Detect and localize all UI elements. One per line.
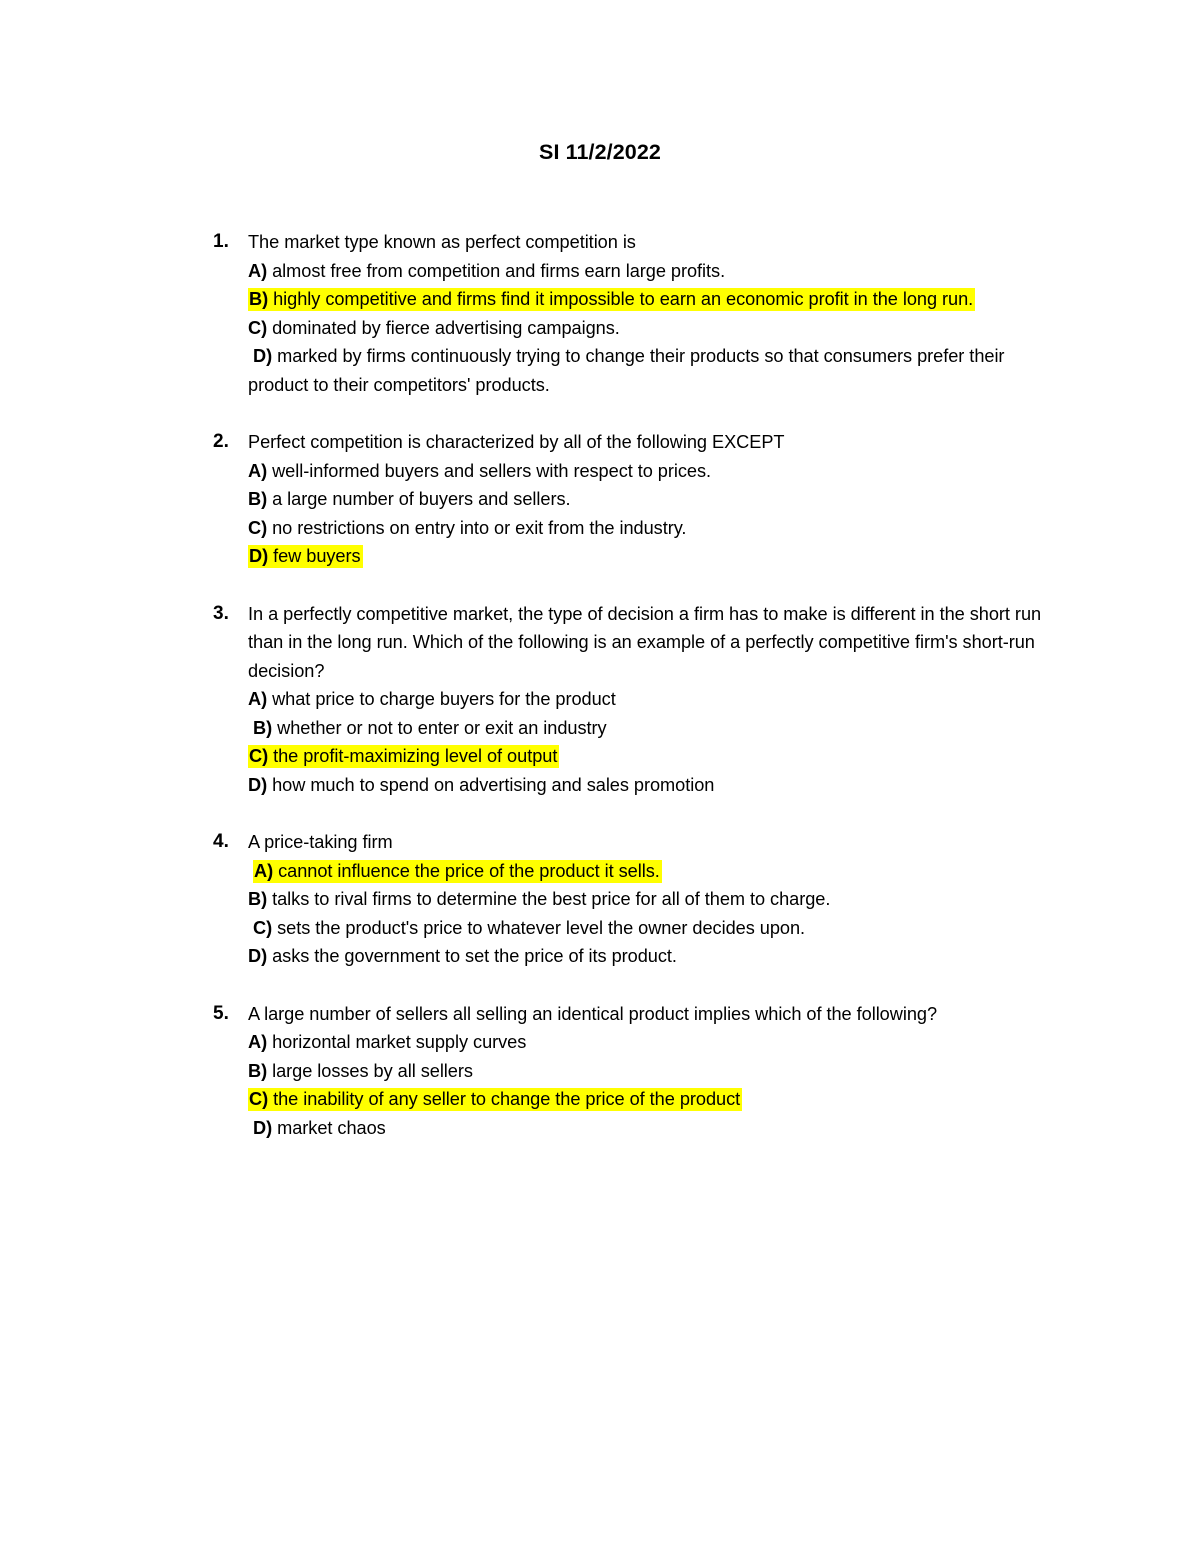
option-content (248, 775, 714, 795)
option-text: the inability of any seller to change the price of the product (268, 1089, 741, 1109)
option-letter: B) (248, 489, 268, 509)
option-content (253, 718, 607, 738)
answer-option[interactable] (248, 885, 1058, 914)
question-stem: In a perfectly competitive market, the type of decision a firm has to make is different in the short run than in the long run. Which of the following is an example of a perfectly competitive firm's short-run decision? (248, 603, 1047, 681)
question-number: 5. (213, 1002, 229, 1024)
option-content (248, 1032, 526, 1052)
answer-option[interactable] (248, 942, 1058, 971)
option-text: few buyers (268, 546, 361, 566)
option-text: sets the product's price to whatever level the owner decides upon. (272, 917, 806, 938)
highlight-mark (248, 545, 363, 568)
question-item (213, 1000, 1058, 1143)
answer-option[interactable] (248, 457, 1058, 486)
answer-option[interactable] (248, 1114, 1058, 1143)
option-text: asks the government to set the price of its product. (267, 946, 677, 966)
question-number: 1. (213, 231, 229, 252)
question-item (213, 228, 1058, 399)
option-content (248, 318, 620, 338)
question-stem: Perfect competition is characterized by all of the following EXCEPT (248, 432, 785, 452)
option-text: dominated by fierce advertising campaigns. (267, 317, 620, 338)
option-content (248, 1061, 473, 1081)
answer-option[interactable] (248, 314, 1058, 343)
question-item (213, 600, 1058, 800)
option-letter: A) (248, 1032, 268, 1052)
option-letter: C) (249, 1089, 269, 1109)
question-body (248, 428, 1058, 571)
question-body (248, 600, 1058, 800)
option-letter: C) (248, 517, 268, 538)
question-number: 2. (213, 431, 229, 452)
option-text: large losses by all sellers (267, 1060, 473, 1081)
question-number: 3. (213, 602, 229, 624)
option-text: whether or not to enter or exit an industry (272, 717, 607, 738)
question-body (248, 228, 1058, 399)
question-number: 4. (213, 831, 229, 852)
answer-option[interactable] (248, 714, 1058, 743)
answer-option[interactable] (248, 342, 1058, 399)
option-letter: B) (248, 1060, 268, 1081)
option-content (248, 946, 677, 966)
highlight-mark (253, 860, 662, 883)
option-letter: B) (249, 289, 269, 309)
option-content (253, 918, 805, 938)
answer-option-highlighted[interactable] (248, 857, 1058, 886)
option-text: cannot influence the price of the product it sells. (273, 860, 660, 881)
answer-option[interactable] (248, 257, 1058, 286)
highlight-mark (248, 288, 975, 311)
option-letter: C) (249, 746, 269, 766)
option-text: no restrictions on entry into or exit from the industry. (267, 517, 687, 538)
option-letter: A) (248, 260, 268, 281)
option-content (248, 689, 616, 709)
option-letter: C) (248, 317, 268, 338)
question-item (213, 828, 1058, 971)
option-content (248, 461, 711, 481)
option-letter: D) (248, 946, 268, 966)
question-item (213, 428, 1058, 571)
answer-option-highlighted[interactable] (248, 1085, 1058, 1114)
option-text: the profit-maximizing level of output (268, 746, 558, 766)
option-letter: C) (253, 917, 273, 938)
option-content (253, 1118, 386, 1138)
question-list (213, 228, 1058, 1171)
option-text: highly competitive and firms find it impossible to earn an economic profit in the long run. (268, 289, 974, 309)
question-stem: A price-taking firm (248, 832, 393, 852)
answer-option[interactable] (248, 685, 1058, 714)
option-text: talks to rival firms to determine the best price for all of them to charge. (267, 889, 831, 909)
answer-option[interactable] (248, 485, 1058, 514)
option-content (248, 489, 571, 509)
option-letter: D) (248, 774, 268, 795)
option-letter: A) (248, 689, 268, 709)
option-letter: A) (254, 860, 274, 881)
answer-option[interactable] (248, 1028, 1058, 1057)
answer-option[interactable] (248, 514, 1058, 543)
option-text: almost free from competition and firms earn large profits. (267, 260, 726, 281)
option-letter: B) (253, 717, 273, 738)
question-body (248, 1000, 1058, 1143)
option-text: a large number of buyers and sellers. (267, 489, 571, 509)
question-stem: A large number of sellers all selling an identical product implies which of the following? (248, 1003, 938, 1024)
option-text: horizontal market supply curves (267, 1032, 527, 1052)
option-text: market chaos (272, 1117, 386, 1138)
highlight-mark (248, 745, 559, 768)
page-title: SI 11/2/2022 (539, 140, 661, 164)
answer-option[interactable] (248, 914, 1058, 943)
answer-option[interactable] (248, 1057, 1058, 1086)
option-content (248, 889, 830, 909)
option-text: well-informed buyers and sellers with respect to prices. (267, 460, 712, 481)
option-text: marked by firms continuously trying to change their products so that consumers prefer their product to their competitors' products. (248, 346, 1010, 395)
option-letter: A) (248, 460, 268, 481)
question-stem: The market type known as perfect competition is (248, 232, 636, 252)
option-content (248, 346, 1009, 395)
option-content (248, 261, 725, 281)
answer-option-highlighted[interactable] (248, 542, 1058, 571)
question-body (248, 828, 1058, 971)
option-text: what price to charge buyers for the product (267, 689, 616, 709)
answer-option[interactable] (248, 771, 1058, 800)
option-text: how much to spend on advertising and sales promotion (267, 774, 715, 795)
option-letter: B) (248, 889, 268, 909)
option-content (248, 518, 686, 538)
answer-option-highlighted[interactable] (248, 285, 1058, 314)
highlight-mark (248, 1088, 742, 1111)
option-letter: D) (253, 1117, 273, 1138)
option-letter: D) (249, 546, 269, 566)
answer-option-highlighted[interactable] (248, 742, 1058, 771)
option-letter: D) (253, 346, 273, 366)
